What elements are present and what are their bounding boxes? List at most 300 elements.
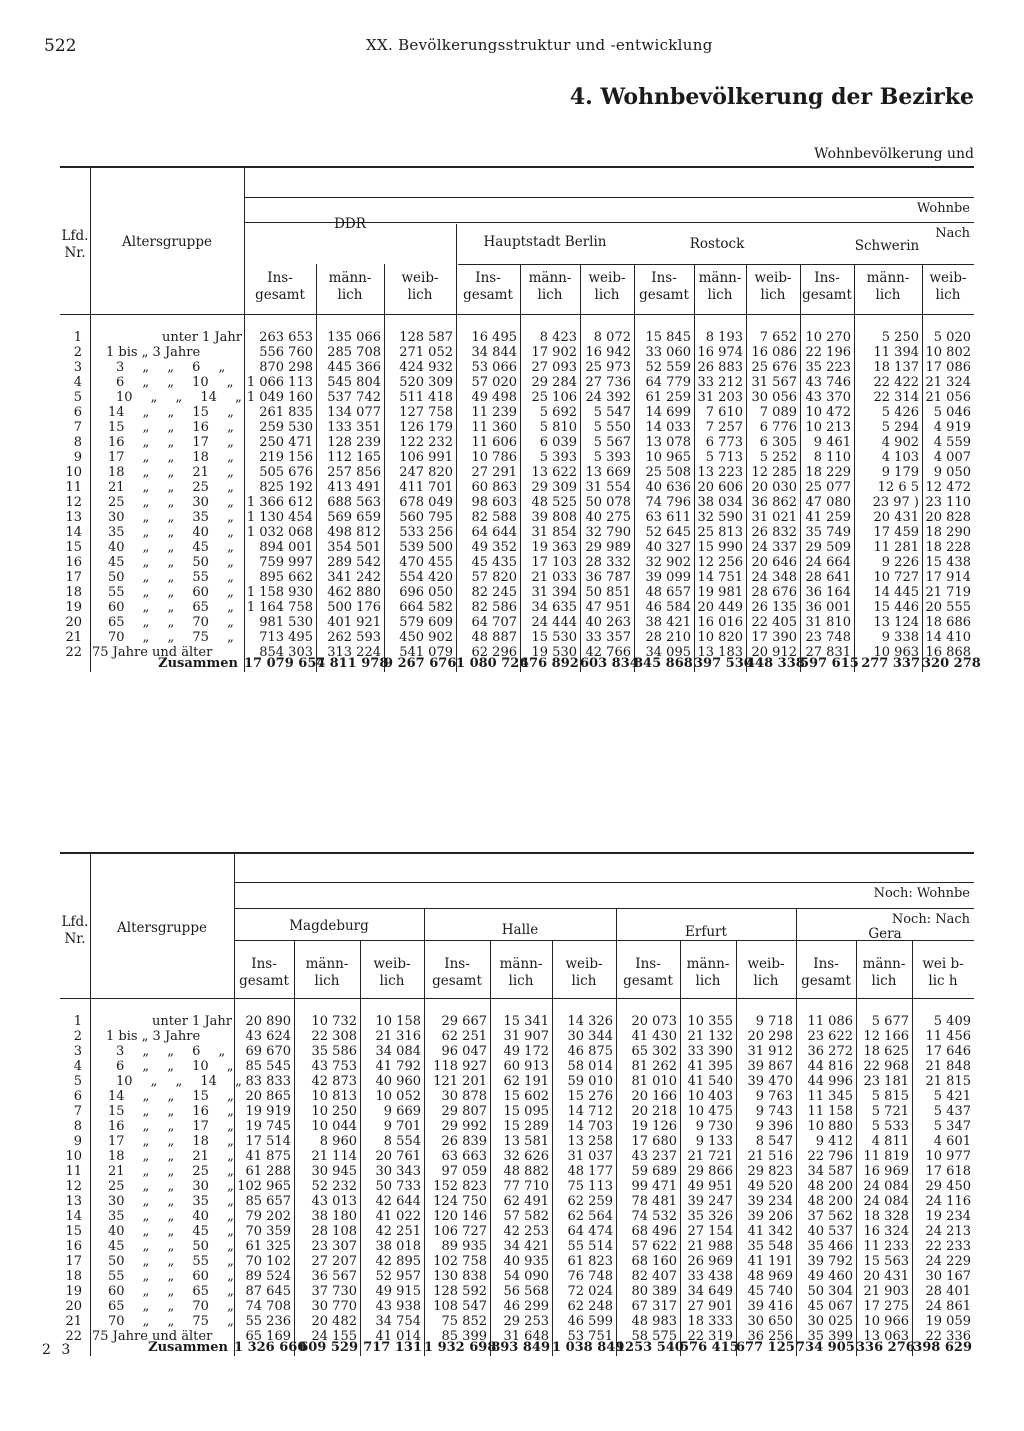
total-cell: 845 868 (634, 656, 693, 671)
table-cell: 20 761 (375, 1149, 421, 1164)
table-cell: 82 586 (471, 600, 517, 615)
table-cell: 15 289 (503, 1119, 549, 1134)
table-cell: 30 344 (567, 1029, 613, 1044)
table-cell: 5 547 (593, 405, 631, 420)
table-cell: 10 802 (925, 345, 971, 360)
row-number: 17 (65, 1254, 82, 1269)
table-cell: 20 218 (631, 1104, 677, 1119)
table-cell: 48 200 (807, 1194, 853, 1209)
table-cell: 11 233 (863, 1239, 909, 1254)
table-cell: 450 902 (399, 630, 453, 645)
table-cell: 32 626 (503, 1149, 549, 1164)
row-number: 15 (65, 540, 82, 555)
table-cell: 76 748 (567, 1269, 613, 1284)
row-number: 3 (73, 360, 82, 375)
table-cell: 31 810 (805, 615, 851, 630)
table-cell: 26 839 (441, 1134, 487, 1149)
table-cell: 688 563 (327, 495, 381, 510)
table-cell: 57 622 (631, 1239, 677, 1254)
table-cell: 18 290 (925, 525, 971, 540)
table-cell: 128 239 (327, 435, 381, 450)
row-number: 17 (65, 570, 82, 585)
age-group-label: 17 „ „ 18 „ (108, 1134, 234, 1149)
total-cell: 1253 540 (616, 1340, 684, 1355)
table-cell: 39 808 (531, 510, 577, 525)
table-cell: 32 902 (645, 555, 691, 570)
table-cell: 32 590 (697, 510, 743, 525)
table-cell: 75 852 (441, 1314, 487, 1329)
table-cell: 128 592 (433, 1284, 487, 1299)
table-cell: 33 357 (585, 630, 631, 645)
table-cell: 61 325 (245, 1239, 291, 1254)
table-cell: 43 237 (631, 1149, 677, 1164)
table-cell: 52 645 (645, 525, 691, 540)
table-cell: 121 201 (433, 1074, 487, 1089)
table-cell: 5 677 (871, 1014, 909, 1029)
table-cell: 24 348 (751, 570, 797, 585)
table-cell: 263 653 (259, 330, 313, 345)
table-cell: 48 882 (503, 1164, 549, 1179)
age-group-label: 60 „ „ 65 „ (108, 1284, 234, 1299)
table-cell: 48 887 (471, 630, 517, 645)
table-cell: 60 863 (471, 480, 517, 495)
table-cell: 43 013 (311, 1194, 357, 1209)
running-head: XX. Bevölkerungsstruktur und -entwicklung (366, 36, 713, 54)
row-number: 22 (65, 1329, 82, 1344)
table-cell: 12 285 (751, 465, 797, 480)
table-cell: 118 927 (433, 1059, 487, 1074)
table-cell: 579 609 (399, 615, 453, 630)
table-cell: 53 066 (471, 360, 517, 375)
table-cell: 24 229 (925, 1254, 971, 1269)
table-cell: 43 746 (805, 375, 851, 390)
table-cell: 23 307 (311, 1239, 357, 1254)
lfd-header: Lfd. Nr. (61, 228, 89, 261)
age-group-label: unter 1 Jahr (152, 1014, 232, 1029)
region-header-2: Erfurt (685, 924, 727, 940)
table-cell: 48 983 (631, 1314, 677, 1329)
table-cell: 13 078 (645, 435, 691, 450)
page-number: 522 (44, 36, 77, 56)
table-cell: 560 795 (399, 510, 453, 525)
table-cell: 112 165 (327, 450, 381, 465)
sub-column-header: wei b- lic h (922, 956, 964, 989)
table-cell: 13 581 (503, 1134, 549, 1149)
table-cell: 61 288 (245, 1164, 291, 1179)
table-cell: 27 736 (585, 375, 631, 390)
table-cell: 4 103 (881, 450, 919, 465)
table-cell: 11 606 (471, 435, 517, 450)
table-cell: 411 701 (399, 480, 453, 495)
table-cell: 67 317 (631, 1299, 677, 1314)
age-group-label: 16 „ „ 17 „ (108, 435, 234, 450)
table-cell: 12 166 (863, 1029, 909, 1044)
table-cell: 16 016 (697, 615, 743, 630)
row-number: 14 (65, 1209, 82, 1224)
table-cell: 259 530 (259, 420, 313, 435)
table-cell: 30 945 (311, 1164, 357, 1179)
sub-column-header: männ- lich (686, 956, 730, 989)
table-cell: 75 113 (567, 1179, 613, 1194)
row-number: 19 (65, 600, 82, 615)
row-number: 8 (73, 1119, 82, 1134)
table-cell: 9 396 (755, 1119, 793, 1134)
sub-column-header: männ- lich (328, 270, 372, 303)
table-cell: 22 233 (925, 1239, 971, 1254)
table-cell: 31 203 (697, 390, 743, 405)
age-group-label: 1 bis „ 3 Jahre (106, 345, 201, 360)
table-cell: 11 456 (925, 1029, 971, 1044)
age-group-label: 15 „ „ 16 „ (108, 1104, 234, 1119)
row-number: 21 (65, 630, 82, 645)
age-group-label: 35 „ „ 40 „ (108, 525, 234, 540)
table-cell: 5 567 (593, 435, 631, 450)
table-cell: 9 730 (695, 1119, 733, 1134)
table-cell: 46 875 (567, 1044, 613, 1059)
table-cell: 49 951 (687, 1179, 733, 1194)
table-cell: 50 851 (585, 585, 631, 600)
table-cell: 41 540 (687, 1074, 733, 1089)
table-cell: 24 444 (531, 615, 577, 630)
age-group-label: 21 „ „ 25 „ (108, 480, 234, 495)
table-cell: 21 056 (925, 390, 971, 405)
table-cell: 48 200 (807, 1179, 853, 1194)
table-cell: 49 520 (747, 1179, 793, 1194)
table-cell: 68 496 (631, 1224, 677, 1239)
table-cell: 108 547 (433, 1299, 487, 1314)
table-cell: 27 154 (687, 1224, 733, 1239)
table-cell: 21 903 (863, 1284, 909, 1299)
row-number: 4 (73, 375, 82, 390)
section-title: 4. Wohnbevölkerung der Bezirke (569, 84, 974, 110)
age-group-label: 70 „ „ 75 „ (108, 630, 234, 645)
age-group-label: 65 „ „ 70 „ (108, 1299, 234, 1314)
table-cell: 23 181 (863, 1074, 909, 1089)
table-cell: 30 770 (311, 1299, 357, 1314)
table-cell: 11 086 (807, 1014, 853, 1029)
table-cell: 19 530 (531, 645, 577, 660)
table-cell: 15 602 (503, 1089, 549, 1104)
table-cell: 1 049 160 (246, 390, 313, 405)
age-group-label: 14 „ „ 15 „ (108, 405, 234, 420)
table-cell: 10 977 (925, 1149, 971, 1164)
table-cell: 62 259 (567, 1194, 613, 1209)
table-cell: 27 901 (687, 1299, 733, 1314)
table-cell: 14 712 (567, 1104, 613, 1119)
table-cell: 85 545 (245, 1059, 291, 1074)
table-cell: 20 030 (751, 480, 797, 495)
table-cell: 17 914 (925, 570, 971, 585)
table-cell: 10 965 (645, 450, 691, 465)
total-cell: 1 326 660 (234, 1340, 307, 1355)
table-cell: 12 6 5 (877, 480, 919, 495)
table-cell: 11 394 (873, 345, 919, 360)
table-cell: 24 116 (925, 1194, 971, 1209)
table-cell: 5 437 (933, 1104, 971, 1119)
table-cell: 89 524 (245, 1269, 291, 1284)
sub-column-header: Ins- gesamt (463, 270, 513, 303)
table-cell: 30 343 (375, 1164, 421, 1179)
table-cell: 41 342 (747, 1224, 793, 1239)
table-cell: 29 989 (585, 540, 631, 555)
table-cell: 354 501 (327, 540, 381, 555)
table-cell: 5 020 (933, 330, 971, 345)
table-cell: 4 601 (933, 1134, 971, 1149)
table-cell: 28 641 (805, 570, 851, 585)
table-cell: 49 352 (471, 540, 517, 555)
age-group-label: 70 „ „ 75 „ (108, 1314, 234, 1329)
table-cell: 40 960 (375, 1074, 421, 1089)
table-cell: 5 810 (539, 420, 577, 435)
table-cell: 42 766 (585, 645, 631, 660)
table-cell: 20 431 (863, 1269, 909, 1284)
table-cell: 45 067 (807, 1299, 853, 1314)
table-cell: 34 421 (503, 1239, 549, 1254)
table-cell: 11 281 (873, 540, 919, 555)
table-cell: 15 446 (873, 600, 919, 615)
table-cell: 52 957 (375, 1269, 421, 1284)
table-cell: 16 969 (863, 1164, 909, 1179)
table-cell: 40 263 (585, 615, 631, 630)
table-cell: 24 084 (863, 1179, 909, 1194)
table-cell: 24 213 (925, 1224, 971, 1239)
table-cell: 50 733 (375, 1179, 421, 1194)
table-cell: 30 167 (925, 1269, 971, 1284)
table-cell: 17 459 (873, 525, 919, 540)
table-cell: 65 302 (631, 1044, 677, 1059)
row-number: 12 (65, 495, 82, 510)
row-number: 10 (65, 465, 82, 480)
table-cell: 21 721 (687, 1149, 733, 1164)
table-cell: 20 298 (747, 1029, 793, 1044)
table-cell: 34 084 (375, 1044, 421, 1059)
table-cell: 25 813 (697, 525, 743, 540)
table-cell: 1 066 113 (246, 375, 313, 390)
table-cell: 22 336 (925, 1329, 971, 1344)
table-cell: 36 164 (805, 585, 851, 600)
table-cell: 4 902 (881, 435, 919, 450)
table-cell: 10 820 (697, 630, 743, 645)
table-cell: 46 299 (503, 1299, 549, 1314)
table-cell: 696 050 (399, 585, 453, 600)
table-cell: 10 052 (375, 1089, 421, 1104)
table-cell: 23 748 (805, 630, 851, 645)
table-cell: 5 252 (759, 450, 797, 465)
table-cell: 21 324 (925, 375, 971, 390)
table-cell: 15 276 (567, 1089, 613, 1104)
row-number: 11 (65, 480, 82, 495)
table-cell: 39 470 (747, 1074, 793, 1089)
table-cell: 30 025 (807, 1314, 853, 1329)
table-cell: 19 059 (925, 1314, 971, 1329)
table-cell: 40 275 (585, 510, 631, 525)
table-cell: 5 393 (539, 450, 577, 465)
table-cell: 87 645 (245, 1284, 291, 1299)
table-cell: 29 284 (531, 375, 577, 390)
table-cell: 271 052 (399, 345, 453, 360)
table-cell: 74 708 (245, 1299, 291, 1314)
table-cell: 520 309 (399, 375, 453, 390)
table-cell: 34 587 (807, 1164, 853, 1179)
table-cell: 12 256 (697, 555, 743, 570)
row-number: 4 (73, 1059, 82, 1074)
table-cell: 45 740 (747, 1284, 793, 1299)
table-cell: 58 014 (567, 1059, 613, 1074)
table-cell: 106 727 (433, 1224, 487, 1239)
table-cell: 14 445 (873, 585, 919, 600)
total-cell: 277 337 (861, 656, 920, 671)
table-cell: 42 644 (375, 1194, 421, 1209)
table-cell: 70 102 (245, 1254, 291, 1269)
table-cell: 38 421 (645, 615, 691, 630)
table-cell: 40 537 (807, 1224, 853, 1239)
table-cell: 569 659 (327, 510, 381, 525)
total-cell: 7 811 978 (316, 656, 389, 671)
age-group-label: 6 „ „ 10 „ (116, 375, 234, 390)
total-cell: 576 415 (680, 1340, 739, 1355)
table-cell: 77 710 (503, 1179, 549, 1194)
table-cell: 5 815 (871, 1089, 909, 1104)
age-group-label: 55 „ „ 60 „ (108, 1269, 234, 1284)
table-cell: 68 160 (631, 1254, 677, 1269)
table-cell: 25 077 (805, 480, 851, 495)
table-cell: 47 080 (805, 495, 851, 510)
row-number: 1 (73, 1014, 82, 1029)
table-cell: 713 495 (259, 630, 313, 645)
table-cell: 20 865 (245, 1089, 291, 1104)
table-cell: 9 701 (383, 1119, 421, 1134)
table-cell: 21 848 (925, 1059, 971, 1074)
table-cell: 24 337 (751, 540, 797, 555)
table-cell: 7 610 (705, 405, 743, 420)
age-group-label: 40 „ „ 45 „ (108, 540, 234, 555)
table-cell: 48 525 (531, 495, 577, 510)
table-cell: 41 259 (805, 510, 851, 525)
table-cell: 7 652 (759, 330, 797, 345)
table-cell: 49 172 (503, 1044, 549, 1059)
age-group-label: 10 „ „ 14 „ (116, 390, 242, 405)
table-cell: 61 259 (645, 390, 691, 405)
table-cell: 9 050 (933, 465, 971, 480)
table-cell: 15 990 (697, 540, 743, 555)
table-cell: 313 224 (327, 645, 381, 660)
table-cell: 130 838 (433, 1269, 487, 1284)
table-cell: 26 969 (687, 1254, 733, 1269)
table-cell: 505 676 (259, 465, 313, 480)
table-cell: 40 327 (645, 540, 691, 555)
table-cell: 34 635 (531, 600, 577, 615)
total-cell: 1 038 849 (552, 1340, 625, 1355)
table-cell: 285 708 (327, 345, 381, 360)
table-cell: 13 622 (531, 465, 577, 480)
table-cell: 49 498 (471, 390, 517, 405)
sub-column-header: männ- lich (499, 956, 543, 989)
table-cell: 13 223 (697, 465, 743, 480)
table-cell: 825 192 (259, 480, 313, 495)
table-cell: 10 270 (805, 330, 851, 345)
table-cell: 41 395 (687, 1059, 733, 1074)
table-cell: 895 662 (259, 570, 313, 585)
table-cell: 29 509 (805, 540, 851, 555)
margin-note: 2 3 (42, 1342, 74, 1358)
table-cell: 20 828 (925, 510, 971, 525)
sub-column-header: Ins- gesamt (255, 270, 305, 303)
table-cell: 33 212 (697, 375, 743, 390)
table-cell: 219 156 (259, 450, 313, 465)
age-group-label: 25 „ „ 30 „ (108, 495, 234, 510)
region-header-rule (458, 264, 974, 265)
table-cell: 17 103 (531, 555, 577, 570)
table-cell: 13 258 (567, 1134, 613, 1149)
table-cell: 8 547 (755, 1134, 793, 1149)
table-cell: 9 179 (881, 465, 919, 480)
table-cell: 19 363 (531, 540, 577, 555)
table-cell: 20 449 (697, 600, 743, 615)
table-cell: 10 044 (311, 1119, 357, 1134)
age-group-label: 35 „ „ 40 „ (108, 1209, 234, 1224)
table-cell: 57 820 (471, 570, 517, 585)
table-cell: 64 474 (567, 1224, 613, 1239)
table-cell: 25 973 (585, 360, 631, 375)
row-number: 9 (73, 1134, 82, 1149)
table-cell: 41 875 (245, 1149, 291, 1164)
row-number: 15 (65, 1224, 82, 1239)
table-cell: 14 326 (567, 1014, 613, 1029)
row-number: 6 (73, 1089, 82, 1104)
table-cell: 556 760 (259, 345, 313, 360)
table-cell: 16 974 (697, 345, 743, 360)
table-cell: 5 721 (871, 1104, 909, 1119)
table-cell: 21 316 (375, 1029, 421, 1044)
table-cell: 15 095 (503, 1104, 549, 1119)
table-cell: 24 084 (863, 1194, 909, 1209)
table-cell: 62 491 (503, 1194, 549, 1209)
table-cell: 11 239 (471, 405, 517, 420)
table-cell: 27 093 (531, 360, 577, 375)
table-cell: 83 833 (245, 1074, 291, 1089)
table-cell: 50 078 (585, 495, 631, 510)
table-cell: 10 472 (805, 405, 851, 420)
total-cell: 476 892 (520, 656, 579, 671)
table-cell: 35 399 (807, 1329, 853, 1344)
table-cell: 78 481 (631, 1194, 677, 1209)
table-cell: 10 786 (471, 450, 517, 465)
table-cell: 470 455 (399, 555, 453, 570)
table-cell: 19 234 (925, 1209, 971, 1224)
table-cell: 6 773 (705, 435, 743, 450)
table-cell: 13 124 (873, 615, 919, 630)
table-cell: 9 461 (813, 435, 851, 450)
table-cell: 27 291 (471, 465, 517, 480)
table-cell: 79 202 (245, 1209, 291, 1224)
table-cell: 62 248 (567, 1299, 613, 1314)
table-cell: 10 880 (807, 1119, 853, 1134)
table-cell: 106 991 (399, 450, 453, 465)
table-cell: 27 207 (311, 1254, 357, 1269)
header-nach-label: Nach (935, 226, 970, 241)
row-number: 10 (65, 1149, 82, 1164)
table-cell: 29 807 (441, 1104, 487, 1119)
table-cell: 545 804 (327, 375, 381, 390)
table-cell: 10 158 (375, 1014, 421, 1029)
table-cell: 10 250 (311, 1104, 357, 1119)
header-band-label: Noch: Wohnbe (873, 886, 970, 901)
total-label: Zusammen (158, 656, 238, 671)
table-cell: 35 466 (807, 1239, 853, 1254)
table-cell: 25 508 (645, 465, 691, 480)
table-cell: 23 622 (807, 1029, 853, 1044)
row-number: 18 (65, 1269, 82, 1284)
